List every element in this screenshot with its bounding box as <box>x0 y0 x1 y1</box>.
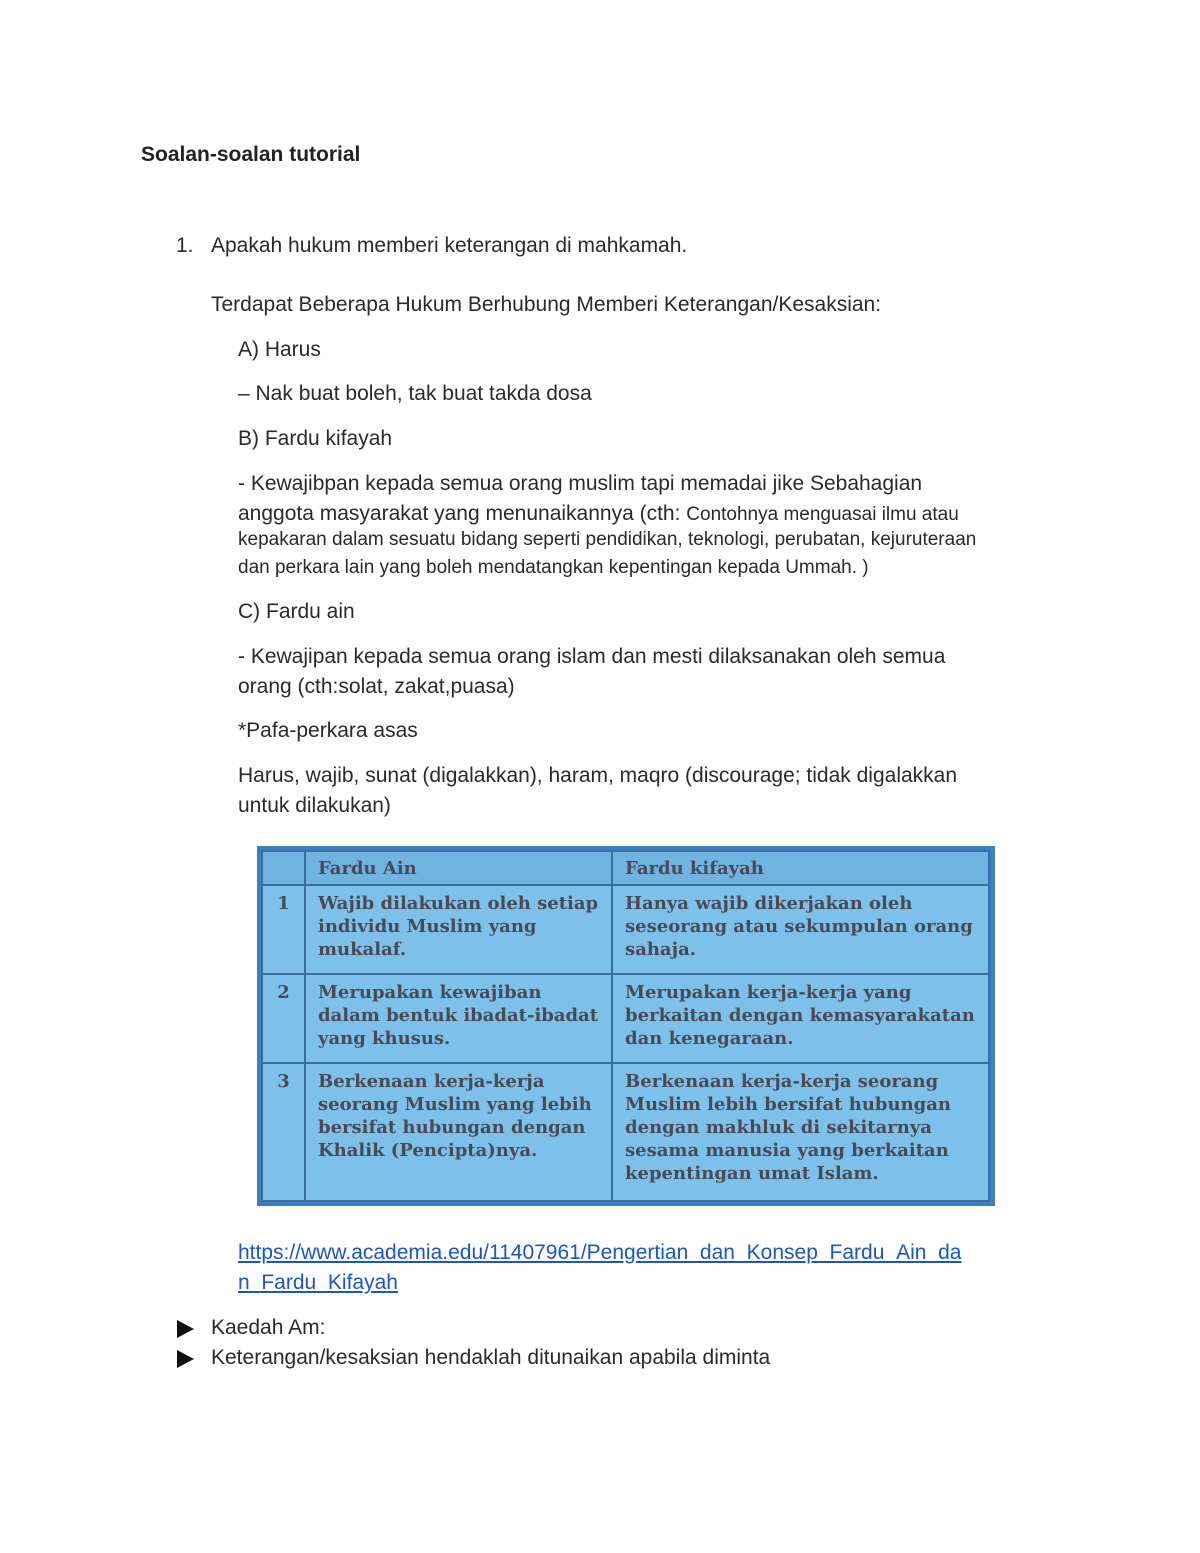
cell-line: dalam bentuk ibadat-ibadat <box>318 1004 599 1026</box>
cell-line: Berkenaan kerja-kerja <box>318 1070 545 1092</box>
option-c-description-line2: orang (cth:solat, zakat,puasa) <box>238 675 515 698</box>
fardu-ain-cell <box>305 1063 612 1201</box>
option-c-description-line1: - Kewajipan kepada semua orang islam dan mesti dilaksanakan oleh semua <box>238 645 946 668</box>
basic-matters-note: *Pafa-perkara asas <box>238 719 418 742</box>
row-number: 3 <box>262 1063 305 1201</box>
table-header-fardu-ain: Fardu Ain <box>305 851 612 885</box>
option-b-description-line3: kepakaran dalam sesuatu bidang seperti pendidikan, teknologi, perubatan, kejuruteraan <box>238 529 977 550</box>
option-b-description-line1: - Kewajibpan kepada semua orang muslim tapi memadai jike Sebahagian <box>238 472 923 495</box>
comparison-table <box>261 850 990 1202</box>
bullet-item-keterangan: Keterangan/kesaksian hendaklah ditunaikan apabila diminta <box>211 1346 771 1369</box>
fardu-kifayah-cell <box>612 1063 989 1201</box>
arrow-bullet-icon <box>177 1320 194 1343</box>
option-a-label: A) Harus <box>238 338 321 361</box>
cell-line: berkaitan dengan kemasyarakatan <box>625 1004 975 1026</box>
option-b-label: B) Fardu kifayah <box>238 427 393 450</box>
question-text: Apakah hukum memberi keterangan di mahkamah. <box>211 234 688 257</box>
cell-line: Muslim lebih bersifat hubungan <box>625 1093 951 1115</box>
table-header-number <box>262 851 305 885</box>
cell-line: individu Muslim yang <box>318 916 537 937</box>
cell-line: Hanya wajib dikerjakan oleh <box>625 893 913 914</box>
arrow-bullet-icon <box>177 1350 194 1373</box>
cell-line: kepentingan umat Islam. <box>625 1162 879 1184</box>
source-link-line2[interactable]: n_Fardu_Kifayah <box>238 1271 398 1294</box>
row-number: 2 <box>262 974 305 1063</box>
table-row <box>262 1063 989 1201</box>
question-number: 1. <box>176 234 194 257</box>
cell-line: bersifat hubungan dengan <box>318 1116 586 1138</box>
option-b-description-line2 <box>238 499 959 529</box>
answer-intro: Terdapat Beberapa Hukum Berhubung Memberi Keterangan/Kesaksian: <box>211 293 882 316</box>
option-b-line2-example: Contohnya menguasai ilmu atau <box>686 504 959 525</box>
fardu-ain-cell <box>305 974 612 1063</box>
cell-line: Merupakan kewajiban <box>318 981 542 1003</box>
bullet-item-kaedah-am: Kaedah Am: <box>211 1316 326 1339</box>
cell-line: mukalaf. <box>318 939 407 960</box>
cell-line: Wajib dilakukan oleh setiap <box>318 893 599 914</box>
option-b-description-line4: dan perkara lain yang boleh mendatangkan kepentingan kepada Ummah. ) <box>238 557 869 578</box>
cell-line: sahaja. <box>625 939 697 960</box>
table-header-row <box>262 851 989 885</box>
option-c-label: C) Fardu ain <box>238 600 355 623</box>
cell-line: dengan makhluk di sekitarnya <box>625 1116 932 1138</box>
source-link-line1[interactable]: https://www.academia.edu/11407961/Pengertian_dan_Konsep_Fardu_Ain_da <box>238 1241 962 1264</box>
cell-line: Khalik (Pencipta)nya. <box>318 1139 538 1161</box>
row-number: 1 <box>262 885 305 974</box>
cell-line: dan kenegaraan. <box>625 1027 794 1049</box>
rulings-list-line2: untuk dilakukan) <box>238 794 391 817</box>
cell-line: Berkenaan kerja-kerja seorang <box>625 1070 939 1092</box>
fardu-kifayah-cell <box>612 885 989 974</box>
cell-line: yang khusus. <box>318 1027 451 1049</box>
option-b-line2-main: anggota masyarakat yang menunaikannya (cth: <box>238 502 687 525</box>
cell-line: seseorang atau sekumpulan orang <box>625 916 973 937</box>
cell-line: sesama manusia yang berkaitan <box>625 1139 949 1161</box>
table-row <box>262 974 989 1063</box>
rulings-list-line1: Harus, wajib, sunat (digalakkan), haram, maqro (discourage; tidak digalakkan <box>238 764 958 787</box>
table-row <box>262 885 989 974</box>
document-title: Soalan-soalan tutorial <box>141 143 361 166</box>
fardu-ain-cell <box>305 885 612 974</box>
cell-line: Merupakan kerja-kerja yang <box>625 981 912 1003</box>
table-header-fardu-kifayah: Fardu kifayah <box>612 851 989 885</box>
option-a-description: – Nak buat boleh, tak buat takda dosa <box>238 382 592 405</box>
comparison-table-image <box>257 846 995 1206</box>
fardu-kifayah-cell <box>612 974 989 1063</box>
cell-line: seorang Muslim yang lebih <box>318 1093 592 1115</box>
